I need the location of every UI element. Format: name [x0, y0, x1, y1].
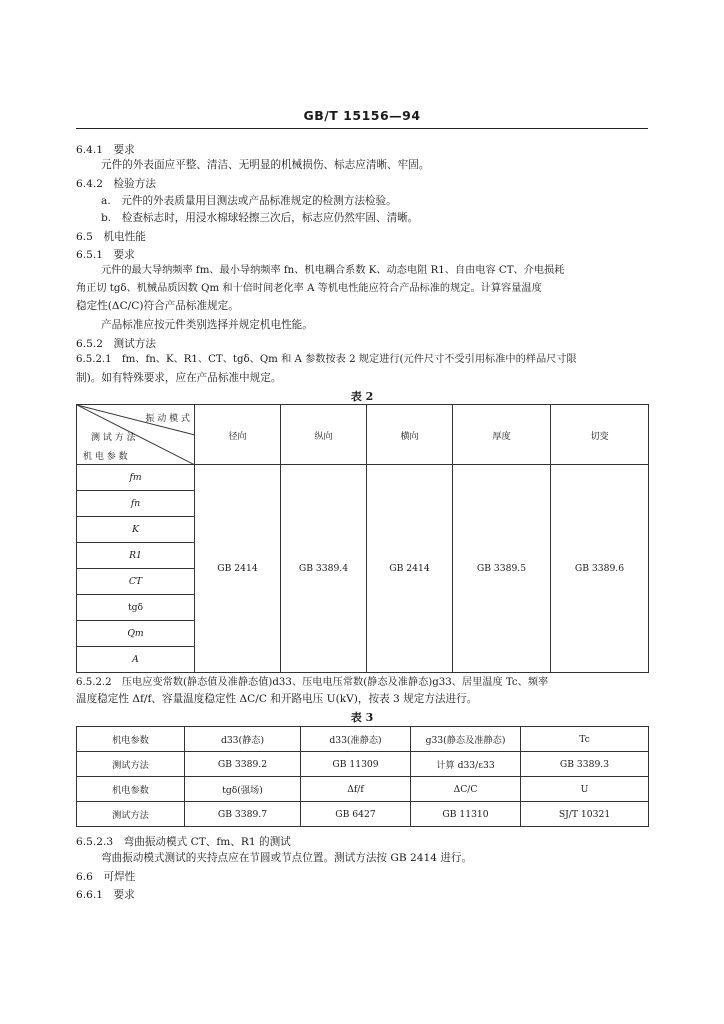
table-2-header: 横向 — [367, 405, 453, 465]
table-2-param: R1 — [77, 543, 195, 569]
table-2-header: 厚度 — [453, 405, 551, 465]
table-2-value: GB 3389.6 — [551, 465, 649, 673]
table-2-value: GB 2414 — [367, 465, 453, 673]
table-2-param: tgδ — [77, 595, 195, 621]
table-2-header: 纵向 — [281, 405, 367, 465]
table-3-cell: Tc — [521, 727, 649, 752]
corner-label-bottom: 机 电 参 数 — [83, 452, 128, 462]
section-6-4-1-body: 元件的外表面应平整、清洁、无明显的机械损伤、标志应清晰、牢固。 — [101, 159, 430, 171]
table-3-cell: SJ/T 10321 — [521, 802, 649, 827]
page-header: GB/T 15156—94 — [303, 108, 421, 123]
table-3-cell: U — [521, 777, 649, 802]
table-3-cell: tgδ(强场) — [185, 777, 301, 802]
table-2-param: CT — [77, 569, 195, 595]
table-3 — [76, 726, 649, 827]
corner-label-top: 振 动 模 式 — [145, 414, 190, 424]
table-3-cell: g33(静态及准静态) — [411, 727, 521, 752]
table-3-cell: GB 11310 — [411, 802, 521, 827]
section-6-6-1: 6.6.1 要求 — [76, 889, 135, 901]
table-2-param: K — [77, 517, 195, 543]
table-3-cell: 机电参数 — [77, 727, 185, 752]
table-2-value: GB 3389.5 — [453, 465, 551, 673]
section-6-5-2-3: 6.5.2.3 弯曲振动模式 CT、fm、R1 的测试 — [76, 836, 291, 848]
section-6-5-1-line1: 元件的最大导纳频率 fm、最小导纳频率 fn、机电耦合系数 K、动态电阻 R1、自由电容 CT、介电损耗 — [101, 265, 565, 276]
table-3-cell: 测试方法 — [77, 752, 185, 777]
table-3-cell: GB 11309 — [301, 752, 411, 777]
table-2-caption: 表 2 — [350, 390, 374, 403]
table-2 — [76, 404, 649, 673]
section-6-6: 6.6 可焊性 — [76, 871, 136, 883]
header-rule — [76, 128, 648, 129]
table-2-param: fm — [77, 465, 195, 491]
table-3-cell: GB 6427 — [301, 802, 411, 827]
table-3-cell: 计算 d33/ε33 — [411, 752, 521, 777]
section-6-5-2-1-line2: 制)。如有特殊要求，应在产品标准中规定。 — [76, 372, 282, 384]
section-6-5-2-3-body: 弯曲振动模式测试的夹持点应在节圆或节点位置。测试方法按 GB 2414 进行。 — [101, 852, 473, 864]
section-6-5-1-line3: 稳定性(ΔC/C)符合产品标准规定。 — [76, 300, 239, 312]
table-2-corner-cell — [77, 405, 195, 465]
section-6-5-1: 6.5.1 要求 — [76, 249, 135, 261]
table-3-cell: d33(静态) — [185, 727, 301, 752]
table-3-cell: ΔC/C — [411, 777, 521, 802]
table-2-value: GB 3389.4 — [281, 465, 367, 673]
section-6-5-1-line4: 产品标准应按元件类别选择并规定机电性能。 — [101, 319, 313, 331]
section-6-5: 6.5 机电性能 — [76, 231, 146, 243]
table-3-cell: Δf/f — [301, 777, 411, 802]
table-2-param: Qm — [77, 621, 195, 647]
table-3-cell: GB 3389.3 — [521, 752, 649, 777]
section-6-4-1: 6.4.1 要求 — [76, 144, 135, 156]
section-6-4-2-a: a. 元件的外表质量用目测法或产品标准规定的检测方法检验。 — [101, 195, 397, 207]
section-6-5-2-2-line2: 温度稳定性 Δf/f、容量温度稳定性 ΔC/C 和开路电压 U(kV)，按表 3 规定方法进行。 — [76, 693, 478, 705]
table-3-cell: GB 3389.7 — [185, 802, 301, 827]
table-2-param: fn — [77, 491, 195, 517]
table-2-value: GB 2414 — [195, 465, 281, 673]
section-6-4-2-b: b. 检查标志时，用浸水棉球轻擦三次后，标志应仍然牢固、清晰。 — [101, 212, 419, 224]
table-2-param: A — [77, 647, 195, 673]
table-3-cell: d33(准静态) — [301, 727, 411, 752]
section-6-5-2: 6.5.2 测试方法 — [76, 338, 156, 350]
table-2-header: 切变 — [551, 405, 649, 465]
section-6-5-2-2-line1: 6.5.2.2 压电应变常数(静态值及准静态值)d33、压电电压常数(静态及准静态)g33、居里温度 Tc、频率 — [76, 677, 549, 688]
table-3-cell: GB 3389.2 — [185, 752, 301, 777]
table-3-cell: 机电参数 — [77, 777, 185, 802]
table-2-header: 径向 — [195, 405, 281, 465]
section-6-4-2: 6.4.2 检验方法 — [76, 178, 156, 190]
table-3-caption: 表 3 — [350, 711, 374, 724]
section-6-5-1-line2: 角正切 tgδ、机械品质因数 Qm 和十倍时间老化率 A 等机电性能应符合产品标准的规定。计算容量温度 — [76, 283, 542, 294]
section-6-5-2-1-line1: 6.5.2.1 fm、fn、K、R1、CT、tgδ、Qm 和 A 参数按表 2 规定进行(元件尺寸不受引用标准中的样品尺寸限 — [76, 354, 577, 365]
corner-label-mid: 测 试 方 法 — [91, 433, 136, 443]
table-3-cell: 测试方法 — [77, 802, 185, 827]
